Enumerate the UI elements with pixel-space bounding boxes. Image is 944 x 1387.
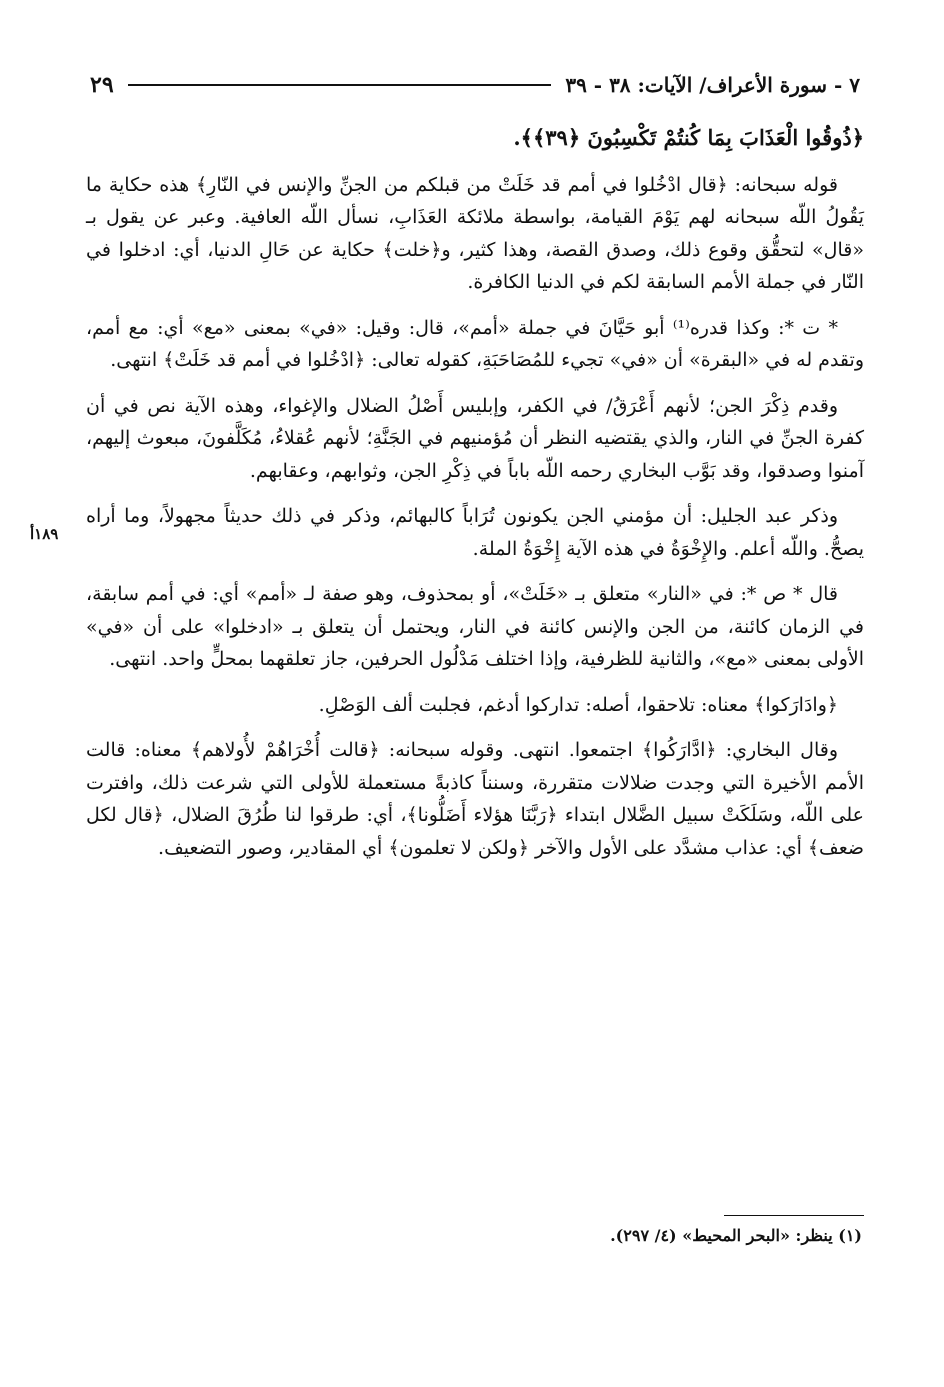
chapter-title: ٧ - سورة الأعراف/ الآيات: ٣٨ - ٣٩: [565, 73, 860, 97]
paragraph-2: * ت *: وكذا قدره⁽¹⁾ أبو حَيَّانَ في جملة «أمم»، قال: وقيل: «في» بمعنى «مع» أي: مع أمم، وتقدم له في «البقرة» أن «في» تجيء للمُصَاحَبَةِ، كقوله تعالى: ﴿ادْخُلوا في أمم قد خَلَتْ﴾ انتهى.: [86, 316, 864, 371]
paragraph-3: وقدم ذِكْرَ الجن؛ لأنهم أَعْرَقُ/ في الكفر، وإبليس أَصْلُ الضلال والإغواء، وهذه الآية نص في أن كفرة الجنِّ في النار، والذي يقتضيه النظر أن مُؤمنيهم في الجَنَّةِ؛ لأنهم عُقلاءُ، مُكَلَّفونَ، مبعوث إليهم، آمنوا وصدقوا، وقد بَوَّب البخاري رحمه اللّه باباً في ذِكْرِ الجن، وثوابهم، وعقابهم.: [86, 394, 864, 482]
footnote: (١) ينظر: «البحر المحيط» (٤/ ٢٩٧).: [610, 1226, 862, 1245]
paragraph-4: وذكر عبد الجليل: أن مؤمني الجن يكونون تُرَاباً كالبهائم، وذكر في ذلك حديثاً مجهولاً، وما أراه يصحُّ. واللّه أعلم. والإِخْوَةُ في هذه الآية إِخْوَةُ الملة.: [86, 505, 864, 560]
paragraph-7: وقال البخاري: ﴿ادَّارَكُوا﴾ اجتمعوا. انتهى. وقوله سبحانه: ﴿قالت أُخْرَاهُمْ لأُولاهم﴾ معناه: قالت الأمم الأخيرة التي وجدت ضلالات متقررة، وسنناً كاذبةً مستعملة للأولى التي شرعت ذلك، وافترت على اللّه، وسَلَكَتْ سبيل الضَّلال ابتداء ﴿رَبَّنَا هؤلاء أَضَلُّونا﴾، أي: طرقوا لنا طُرُقَ الضلال، ﴿قال لكل ضعف﴾ أي: عذاب مشدَّد على الأول والآخر ﴿ولكن لا تعلمون﴾ أي المقادير، وصور التضعيف.: [86, 739, 864, 859]
footnote-divider: [724, 1215, 864, 1216]
header-rule: [128, 84, 552, 86]
page-body: [86, 122, 864, 877]
paragraph-6: ﴿وادَارَكوا﴾ معناه: تلاحقوا، أصله: تداركوا أدغم، فجلبت ألف الوَصْلِ.: [318, 693, 838, 716]
paragraph-5: قال * ص *: في «النار» متعلق بـ «خَلَتْ»، أو بمحذوف، وهو صفة لـ «أمم» أي: في أمم سابقة، في الزمان كائنة، من الجن والإنس كائنة في النار، ويحتمل أن يتعلق بـ «ادخلوا» على أن «في» الأولى بمعنى «مع»، والثانية للظرفية، وإذا اختلف مَدْلُول الحرفين، جاز تعلقهما بمحلٍّ واحد. انتهى.: [86, 583, 864, 670]
page-number: ٢٩: [90, 72, 114, 98]
paragraph-1: قوله سبحانه: ﴿قال ادْخُلوا في أمم قد خَلَتْ من قبلكم من الجنِّ والإنس في النّارِ﴾ هذه حكاية ما يَقُولُ اللّه سبحانه لهم يَوْمَ القيامة، بواسطة ملائكة العَذَابِ، نسأل اللّه العافية. وعبر عن يقول بـ «قال» لتحقُّق وقوع ذلك، وصدق القصة، وهذا كثير، و﴿خلت﴾ حكاية عن حَالِ الدنيا، أي: ادخلوا في النّار في جملة الأمم السابقة لكم في الدنيا الكافرة.: [86, 173, 864, 293]
running-header: [90, 70, 860, 100]
manuscript-folio-note: ١٨٩أ: [30, 525, 59, 543]
verse-continuation: ﴿ذُوقُوا الْعَذَابَ بِمَا كُنتُمْ تَكْسِبُونَ ﴿٣٩﴾﴾.: [513, 125, 864, 150]
